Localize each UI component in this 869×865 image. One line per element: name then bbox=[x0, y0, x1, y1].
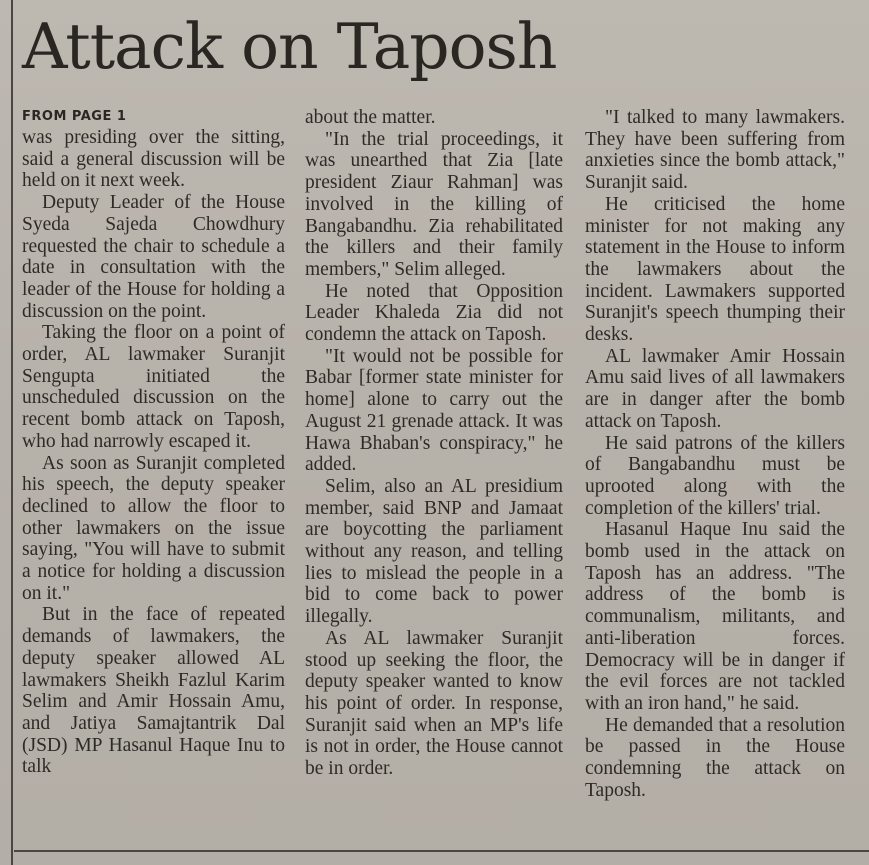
column-rule-left bbox=[11, 0, 13, 865]
article-column-3 bbox=[585, 107, 845, 802]
paragraph: Taking the floor on a point of order, AL lawmaker Suranjit Sengupta initiated the unscheduled discussion on the recent bomb attack on Taposh, who had narrowly escaped it. bbox=[22, 322, 285, 452]
paragraph: He noted that Opposition Leader Khaleda Zia did not condemn the attack on Taposh. bbox=[305, 280, 563, 346]
paragraph: "In the trial proceedings, it was unearthed that Zia [late president Ziaur Rahman] was involved in the killing of Bangabandhu. Zia rehabilitated the killers and their family members," Selim alleged. bbox=[305, 128, 563, 280]
paragraph: He demanded that a resolution be passed in the House condemning the attack on Taposh. bbox=[585, 714, 845, 801]
bottom-rule bbox=[14, 850, 869, 852]
paragraph: Selim, also an AL presidium member, said BNP and Jamaat are boycotting the parliament without any reason, and telling lies to mislead the people in a bid to come back to power illegally. bbox=[305, 475, 563, 628]
paragraph: He criticised the home minister for not making any statement in the House to inform the lawmakers about the incident. Lawmakers supported Suranjit's speech thumping their desks. bbox=[585, 193, 845, 346]
paragraph: Hasanul Haque Inu said the bomb used in the attack on Taposh has an address. "The address of the bomb is communalism, militants, and anti-liberation forces. Democracy will be in danger if the evil forces are not tackled with an iron hand," he said. bbox=[585, 519, 845, 714]
paragraph: was presiding over the sitting, said a general discussion will be held on it next week. bbox=[22, 127, 285, 192]
paragraph: As soon as Suranjit completed his speech, the deputy speaker declined to allow the floor to other lawmakers on the issue saying, "You will have to submit a notice for holding a discussion on it." bbox=[22, 452, 285, 604]
continuation-kicker: FROM PAGE 1 bbox=[22, 109, 127, 124]
paragraph: AL lawmaker Amir Hossain Amu said lives of all lawmakers are in danger after the bomb attack on Taposh. bbox=[585, 345, 845, 432]
article-column-2 bbox=[305, 107, 563, 780]
paragraph: As AL lawmaker Suranjit stood up seeking the floor, the deputy speaker wanted to know his point of order. In response, Suranjit said when an MP's life is not in order, the House cannot be in order. bbox=[305, 627, 563, 780]
paragraph: about the matter. bbox=[305, 107, 436, 128]
article-headline: Attack on Taposh bbox=[22, 10, 557, 83]
paragraph: "It would not be possible for Babar [former state minister for home] alone to carry out the August 21 grenade attack. It was Hawa Bhaban's conspiracy," he added. bbox=[305, 345, 563, 476]
paragraph: He said patrons of the killers of Bangabandhu must be uprooted along with the completion of the killers' trial. bbox=[585, 432, 845, 519]
paragraph: "I talked to many lawmakers. They have been suffering from anxieties since the bomb attack," Suranjit said. bbox=[585, 107, 845, 194]
paragraph: Deputy Leader of the House Syeda Sajeda Chowdhury requested the chair to schedule a date in consultation with the leader of the House for holding a discussion on the point. bbox=[22, 192, 285, 322]
paragraph: But in the face of repeated demands of lawmakers, the deputy speaker allowed AL lawmakers Sheikh Fazlul Karim Selim and Amir Hossain Amu, and Jatiya Samajtantrik Dal (JSD) MP Hasanul Haque Inu to talk bbox=[22, 604, 285, 778]
article-column-1 bbox=[22, 107, 285, 778]
